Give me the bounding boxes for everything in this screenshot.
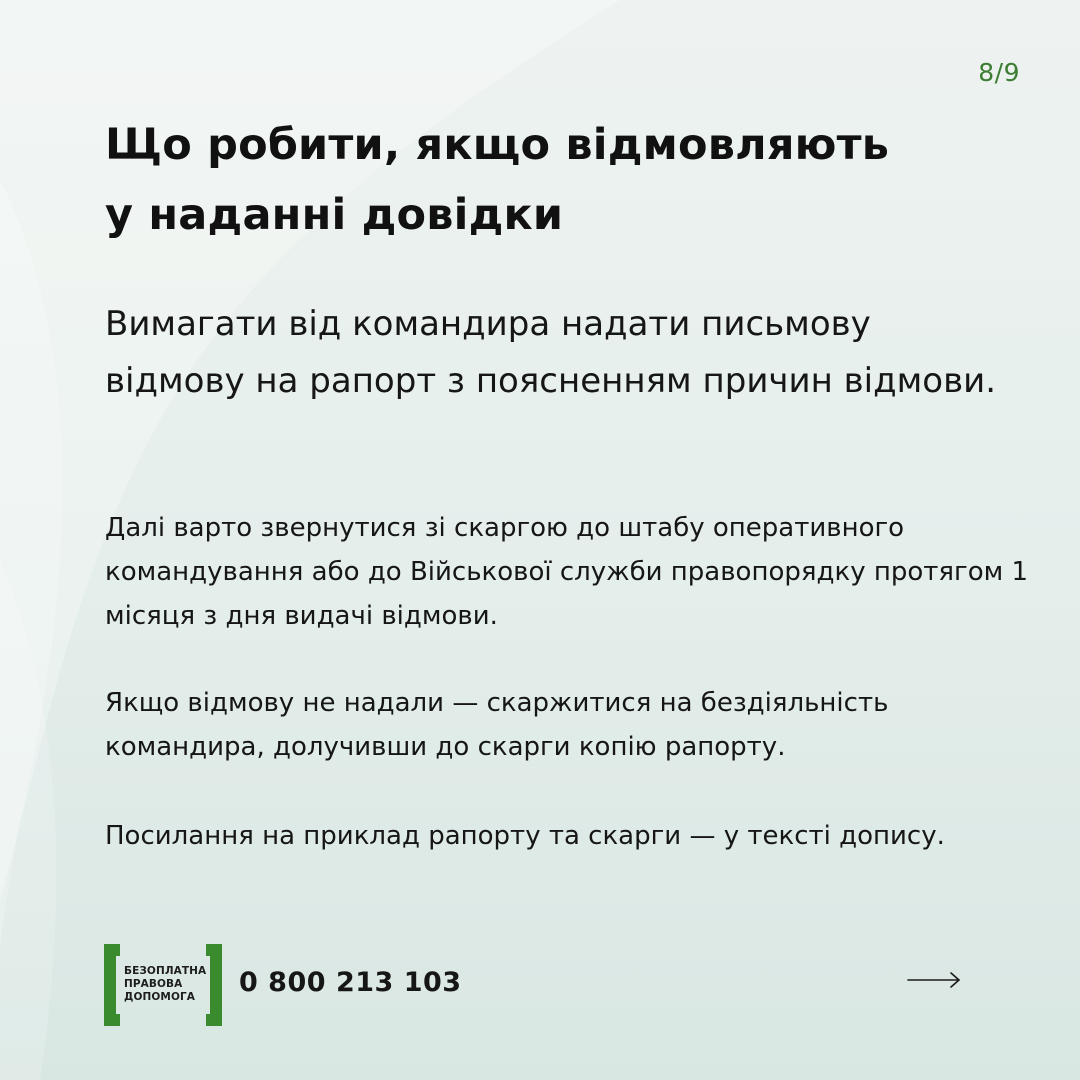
logo-text [124, 965, 206, 1004]
slide-title-line-2: у наданні довідки [105, 190, 564, 240]
slide-title [105, 110, 1005, 250]
lead-paragraph: Вимагати від командира надати письмову відмову на рапорт з поясненням причин відмови. [105, 304, 997, 401]
body-paragraph-3: Посилання на приклад рапорту та скарги — у тексті допису. [105, 821, 945, 851]
logo-text-line-1: БЕЗОПЛАТНА [124, 965, 207, 977]
body-paragraph-1: Далі варто звернутися зі скаргою до штабу оперативного командування або до Військової служби правопорядку протягом 1 місяця з дня видачі відмови. [105, 513, 1029, 631]
hotline-phone[interactable]: 0 800 213 103 [239, 967, 462, 998]
legal-aid-logo [104, 944, 222, 1026]
logo-bracket-right [206, 944, 222, 1026]
logo-text-line-3: ДОПОМОГА [124, 991, 195, 1003]
page-counter: 8/9 [978, 58, 1020, 87]
logo-bracket-left [104, 944, 120, 1026]
body-paragraph-2: Якщо відмову не надали — скаржитися на бездіяльність командира, долучивши до скарги копію рапорту. [105, 688, 889, 762]
arrow-right-icon[interactable] [906, 968, 962, 992]
logo-text-line-2: ПРАВОВА [124, 978, 183, 990]
slide-title-line-1: Що робити, якщо відмовляють [105, 120, 890, 170]
